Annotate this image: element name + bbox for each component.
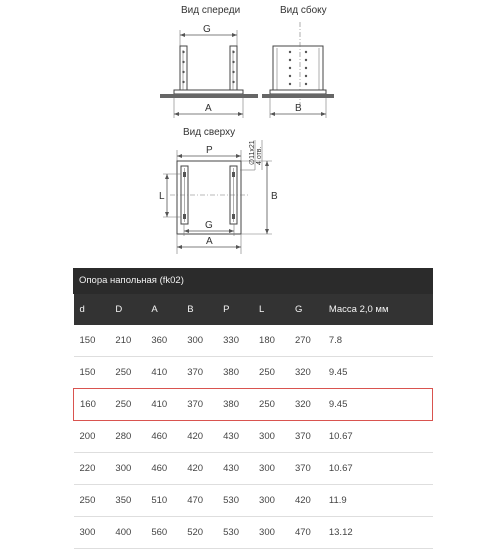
table-cell: 13.12 [328,527,353,538]
column-header: d [79,304,85,315]
table-cell: 250 [79,495,96,506]
top-view [159,127,278,254]
technical-drawing [0,0,500,265]
top-view-title: Вид сверху [183,127,236,138]
table-cell: 250 [109,389,145,421]
side-dim-b: B [295,103,302,114]
table-cell: 530 [223,527,239,538]
top-dim-l: L [159,191,165,202]
table-cell: 460 [151,463,168,474]
table-cell: 300 [187,335,204,346]
table-row [74,421,433,453]
table-row [74,485,433,517]
table-cell: 560 [151,527,168,538]
table-row [74,453,433,485]
table-cell: 210 [115,335,132,346]
slot-size-label: ∅11x21 [249,140,256,165]
table-cell: 410 [151,367,168,378]
table-cell: 370 [294,463,311,474]
column-header: D [115,304,123,315]
table-cell: 530 [223,495,239,506]
table-row [74,325,433,357]
table-cell: 470 [294,527,311,538]
table-cell: 510 [151,495,168,506]
table-cell: 180 [259,335,275,346]
table-cell: 350 [115,495,132,506]
top-dim-p: P [206,145,213,156]
table-cell: 300 [259,431,275,442]
front-dim-g: G [203,24,211,35]
top-dim-a: A [206,236,213,247]
slot-count-label: 4 отв. [256,146,263,165]
table-cell: 430 [223,463,239,474]
table-cell: 250 [259,367,275,378]
table-cell: 160 [74,389,110,421]
table-cell: 300 [115,463,132,474]
side-view [262,4,334,118]
table-cell: 10.67 [328,463,353,474]
table-cell: 420 [187,463,204,474]
spec-table-block [73,268,433,549]
column-header: B [187,304,194,315]
table-cell: 370 [187,367,204,378]
table-cell: 360 [151,335,168,346]
table-header-row [74,294,433,325]
top-dim-b: B [271,191,278,202]
table-cell: 370 [181,389,217,421]
table-cell: 520 [187,527,204,538]
column-header: G [294,304,303,315]
front-view [160,5,258,118]
table-cell: 250 [253,389,289,421]
table-cell: 300 [259,463,275,474]
column-header: L [259,304,265,315]
side-view-title: Вид сбоку [280,5,327,16]
table-cell: 270 [294,335,311,346]
table-cell: 250 [115,367,132,378]
column-header: P [223,304,230,315]
table-cell: 200 [79,431,96,442]
table-cell: 300 [259,495,275,506]
table-cell: 150 [79,335,96,346]
table-cell: 420 [187,431,204,442]
table-row [74,357,433,389]
table-cell: 11.9 [328,495,347,506]
table-body [74,325,433,549]
top-dim-g: G [205,220,213,231]
table-cell: 9.45 [328,367,348,378]
table-cell: 150 [79,367,96,378]
column-header: A [151,304,158,315]
table-cell: 370 [294,431,311,442]
front-view-title: Вид спереди [181,5,241,16]
table-cell: 320 [289,389,323,421]
table-row [74,389,433,421]
table-cell: 10.67 [328,431,353,442]
table-cell: 380 [217,389,253,421]
column-header: Масса 2,0 мм [328,304,389,315]
table-cell: 420 [294,495,311,506]
table-cell: 430 [223,431,239,442]
table-cell: 7.8 [328,335,343,346]
table-cell: 320 [294,367,311,378]
table-cell: 460 [151,431,168,442]
table-cell: 410 [145,389,181,421]
table-cell: 300 [259,527,275,538]
table-cell: 300 [79,527,96,538]
table-cell: 220 [79,463,96,474]
table-cell: 280 [115,431,132,442]
table-row [74,517,433,549]
table-cell: 400 [115,527,132,538]
table-cell: 330 [223,335,239,346]
spec-table [73,294,433,549]
table-cell: 380 [223,367,239,378]
table-cell: 470 [187,495,204,506]
front-dim-a: A [205,103,212,114]
table-title: Опора напольная (fk02) [73,268,433,294]
table-cell: 9.45 [323,389,433,421]
